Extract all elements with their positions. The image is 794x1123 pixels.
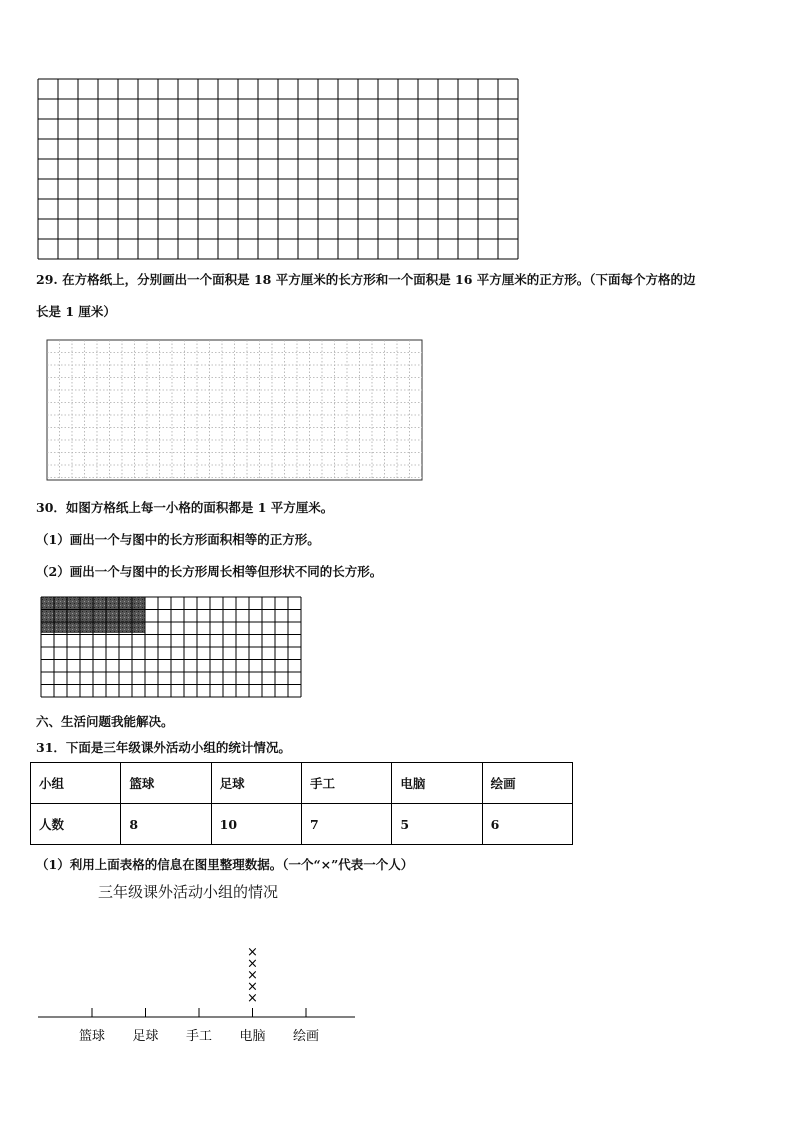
section-6-heading: 六、生活问题我能解决。 [36,714,174,729]
tally-mark: × [247,968,258,983]
question-29-line-2: 长是 1 厘米） [36,304,116,319]
tally-mark: × [247,991,258,1006]
table-header-row [31,763,573,804]
question-30-title: 30．如图方格纸上每一小格的面积都是 1 平方厘米。 [36,500,334,515]
table-cell: 电脑 [392,763,482,804]
grid-with-rectangle[interactable] [0,585,794,705]
table-cell: 绘画 [482,763,572,804]
table-cell: 8 [121,804,211,845]
table-row [31,804,573,845]
table-cell: 5 [392,804,482,845]
dotted-grid-paper[interactable] [0,330,794,490]
table-cell: 手工 [301,763,391,804]
question-30-sub-1: （1）画出一个与图中的长方形面积相等的正方形。 [36,532,320,547]
pictograph-chart[interactable] [0,900,794,1060]
question-31-title: 31．下面是三年级课外活动小组的统计情况。 [36,740,291,755]
table-cell: 篮球 [121,763,211,804]
category-label: 手工 [185,1029,213,1044]
table-cell: 7 [301,804,391,845]
table-cell: 人数 [31,804,121,845]
tally-mark: × [247,979,258,995]
category-label: 绘画 [292,1029,320,1044]
table-cell: 10 [211,804,301,845]
square-grid-top [0,0,794,270]
activity-stats-table [30,762,573,845]
category-label: 电脑 [239,1029,266,1044]
chart-title: 三年级课外活动小组的情况 [98,883,279,901]
category-label: 篮球 [78,1029,106,1044]
tally-mark: × [247,956,258,972]
question-30-sub-2: （2）画出一个与图中的长方形周长相等但形状不同的长方形。 [36,564,383,579]
table-cell: 6 [482,804,572,845]
table-cell: 小组 [31,763,121,804]
category-label: 足球 [132,1029,159,1044]
question-31-sub-1: （1）利用上面表格的信息在图里整理数据。（一个“×”代表一个人） [36,857,414,872]
question-29-line-1: 29. 在方格纸上，分别画出一个面积是 18 平方厘米的长方形和一个面积是 16 平方厘米的正方形。（下面每个方格的边 [36,272,696,287]
table-cell: 足球 [211,763,301,804]
tally-mark: × [247,945,258,960]
